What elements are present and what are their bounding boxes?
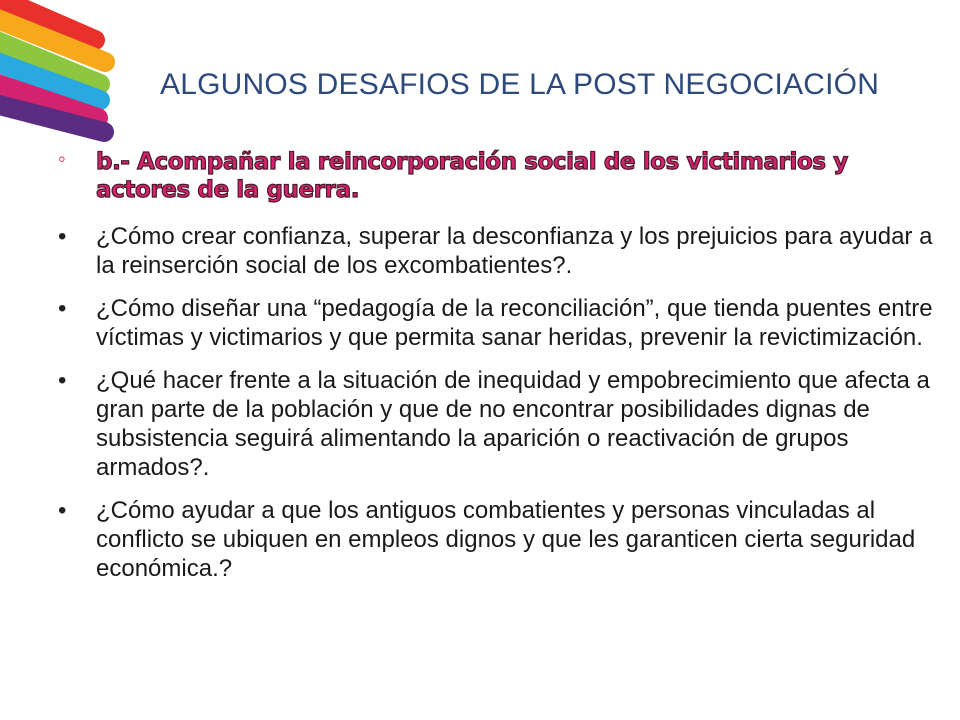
bullet-dot-icon: • bbox=[58, 497, 67, 524]
list-item bbox=[58, 496, 938, 583]
bullet-dot-icon: • bbox=[58, 223, 67, 250]
bullet-circle-icon: ◦ bbox=[58, 146, 66, 171]
bullet-list bbox=[58, 148, 938, 597]
list-item-text: ¿Cómo diseñar una “pedagogía de la reconciliación”, que tienda puentes entre víctimas y victimarios y que permita sanar heridas, prevenir la revictimización. bbox=[96, 295, 933, 351]
bullet-dot-icon: • bbox=[58, 295, 67, 322]
list-item-text: ¿Cómo crear confianza, superar la desconfianza y los prejuicios para ayudar a la reinserción social de los excombatientes?. bbox=[96, 223, 933, 279]
list-item-lead bbox=[58, 148, 938, 204]
list-item bbox=[58, 222, 938, 280]
bullet-dot-icon: • bbox=[58, 367, 67, 394]
list-item bbox=[58, 294, 938, 352]
slide-title: ALGUNOS DESAFIOS DE LA POST NEGOCIACIÓN bbox=[160, 68, 880, 101]
lead-item-text: b.- Acompañar la reincorporación social de los victimarios y actores de la guerra. bbox=[96, 149, 848, 203]
list-item-text: ¿Qué hacer frente a la situación de inequidad y empobrecimiento que afecta a gran parte de la población y que de no encontrar posibilidades dignas de subsistencia seguirá alimentando la aparición o reactivación de grupos armados?. bbox=[96, 367, 930, 481]
decorative-stripes bbox=[0, 0, 140, 150]
list-item bbox=[58, 366, 938, 482]
list-item-text: ¿Cómo ayudar a que los antiguos combatientes y personas vinculadas al conflicto se ubiquen en empleos dignos y que les garanticen cierta seguridad económica.? bbox=[96, 497, 916, 582]
